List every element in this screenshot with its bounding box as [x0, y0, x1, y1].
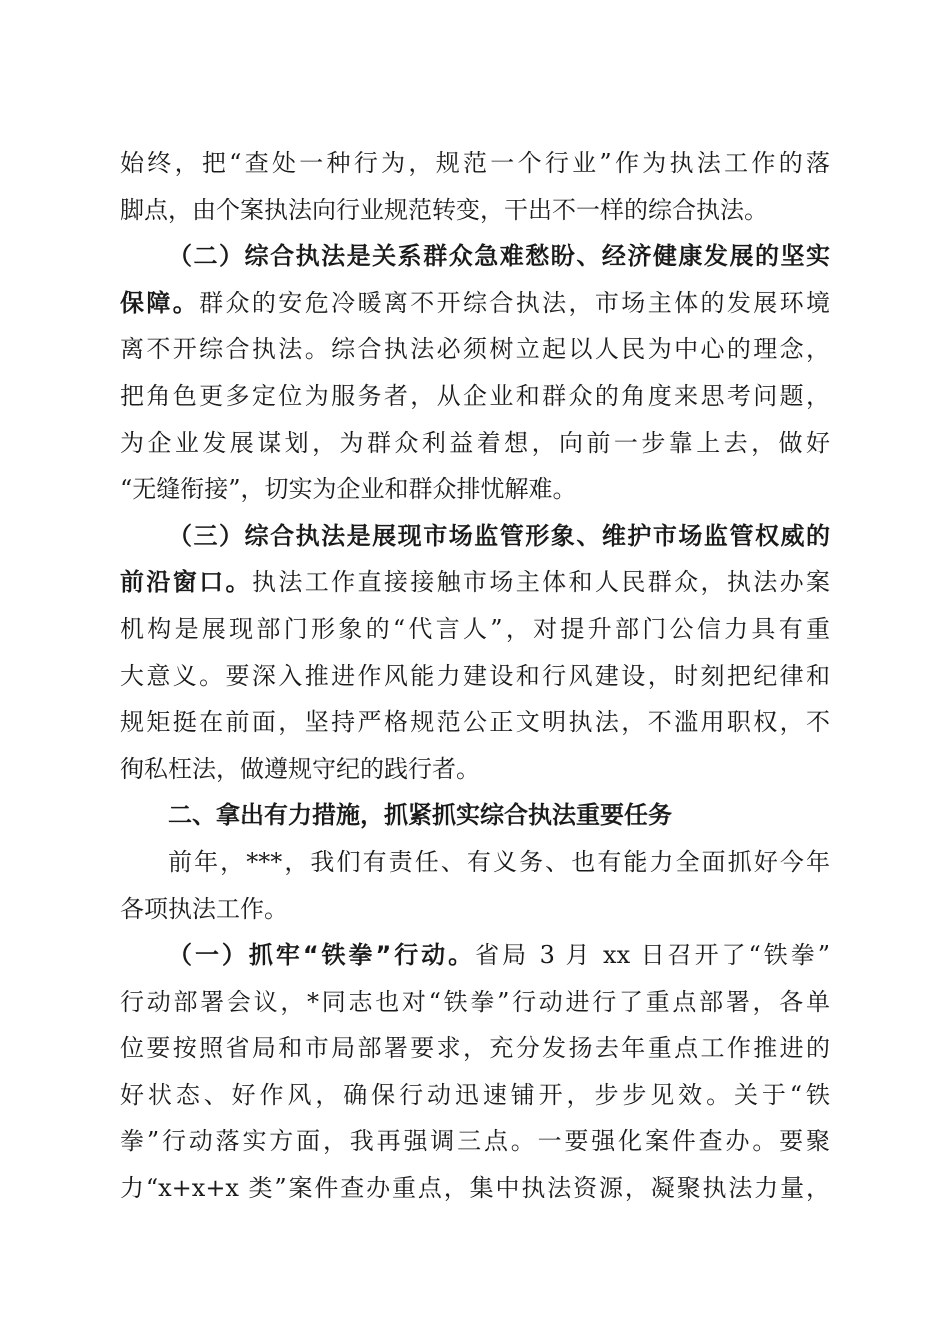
bold-lead: （一）抓牢“铁拳”行动。 — [168, 941, 476, 970]
text-line: 拳”行动落实方面，我再强调三点。一要强化案件查办。要聚 — [120, 1127, 830, 1156]
bold-lead: 前沿窗口。 — [120, 568, 252, 597]
text-line: 徇私枉法，做遵规守纪的践行者。 — [120, 754, 480, 783]
text-line — [120, 233, 830, 280]
text-line: 始终，把“查处一种行为，规范一个行业”作为执法工作的落 — [120, 149, 830, 177]
text-line: 大意义。要深入推进作风能力建设和行风建设，时刻把纪律和 — [120, 661, 830, 690]
text-line: 行动部署会议，*同志也对“铁拳”行动进行了重点部署，各单 — [120, 987, 830, 1016]
paragraph-section-two — [120, 233, 830, 513]
paragraph-continuation — [120, 140, 830, 233]
text-line — [120, 932, 830, 979]
text-line: 为企业发展谋划，为群众利益着想，向前一步靠上去，做好 — [120, 428, 830, 457]
regular-text: 群众的安危冷暖离不开综合执法，市场主体的发展环境 — [199, 288, 830, 317]
paragraph-item-one — [120, 932, 830, 1212]
paragraph-section-three — [120, 513, 830, 793]
text-line: 前年，***，我们有责任、有义务、也有能力全面抓好今年 — [168, 847, 830, 876]
text-line: 脚点，由个案执法向行业规范转变，干出不一样的综合执法。 — [120, 195, 768, 224]
paragraph-intro — [120, 839, 830, 932]
text-line: 离不开综合执法。综合执法必须树立起以人民为中心的理念， — [120, 335, 830, 364]
regular-text: 省局 3 月 xx 日召开了“铁拳” — [475, 941, 830, 970]
text-line: 好状态、好作风，确保行动迅速铺开，步步见效。关于“铁 — [120, 1080, 830, 1109]
text-line — [120, 559, 830, 606]
regular-text: 执法工作直接接触市场主体和人民群众，执法办案 — [251, 568, 830, 597]
heading-text: 二、拿出有力措施，抓紧抓实综合执法重要任务 — [168, 801, 672, 830]
text-line: 位要按照省局和市局部署要求，充分发扬去年重点工作推进的 — [120, 1034, 830, 1063]
text-line: 各项执法工作。 — [120, 894, 288, 923]
text-line — [120, 280, 830, 327]
text-line: “无缝衔接”，切实为企业和群众排忧解难。 — [120, 475, 577, 504]
section-heading — [120, 792, 830, 839]
text-line — [120, 513, 830, 560]
bold-lead: （二）综合执法是关系群众急难愁盼、经济健康发展的坚实 — [168, 242, 830, 271]
text-line: 规矩挺在前面，坚持严格规范公正文明执法，不滥用职权，不 — [120, 708, 830, 737]
text-line: 机构是展现部门形象的“代言人”，对提升部门公信力具有重 — [120, 614, 830, 643]
text-line: 力“x+x+x 类”案件查办重点，集中执法资源，凝聚执法力量， — [120, 1174, 830, 1203]
document-body — [120, 140, 830, 1212]
text-line: 把角色更多定位为服务者，从企业和群众的角度来思考问题， — [120, 381, 830, 410]
bold-lead: 保障。 — [120, 288, 200, 317]
bold-lead: （三）综合执法是展现市场监管形象、维护市场监管权威的 — [168, 521, 830, 550]
